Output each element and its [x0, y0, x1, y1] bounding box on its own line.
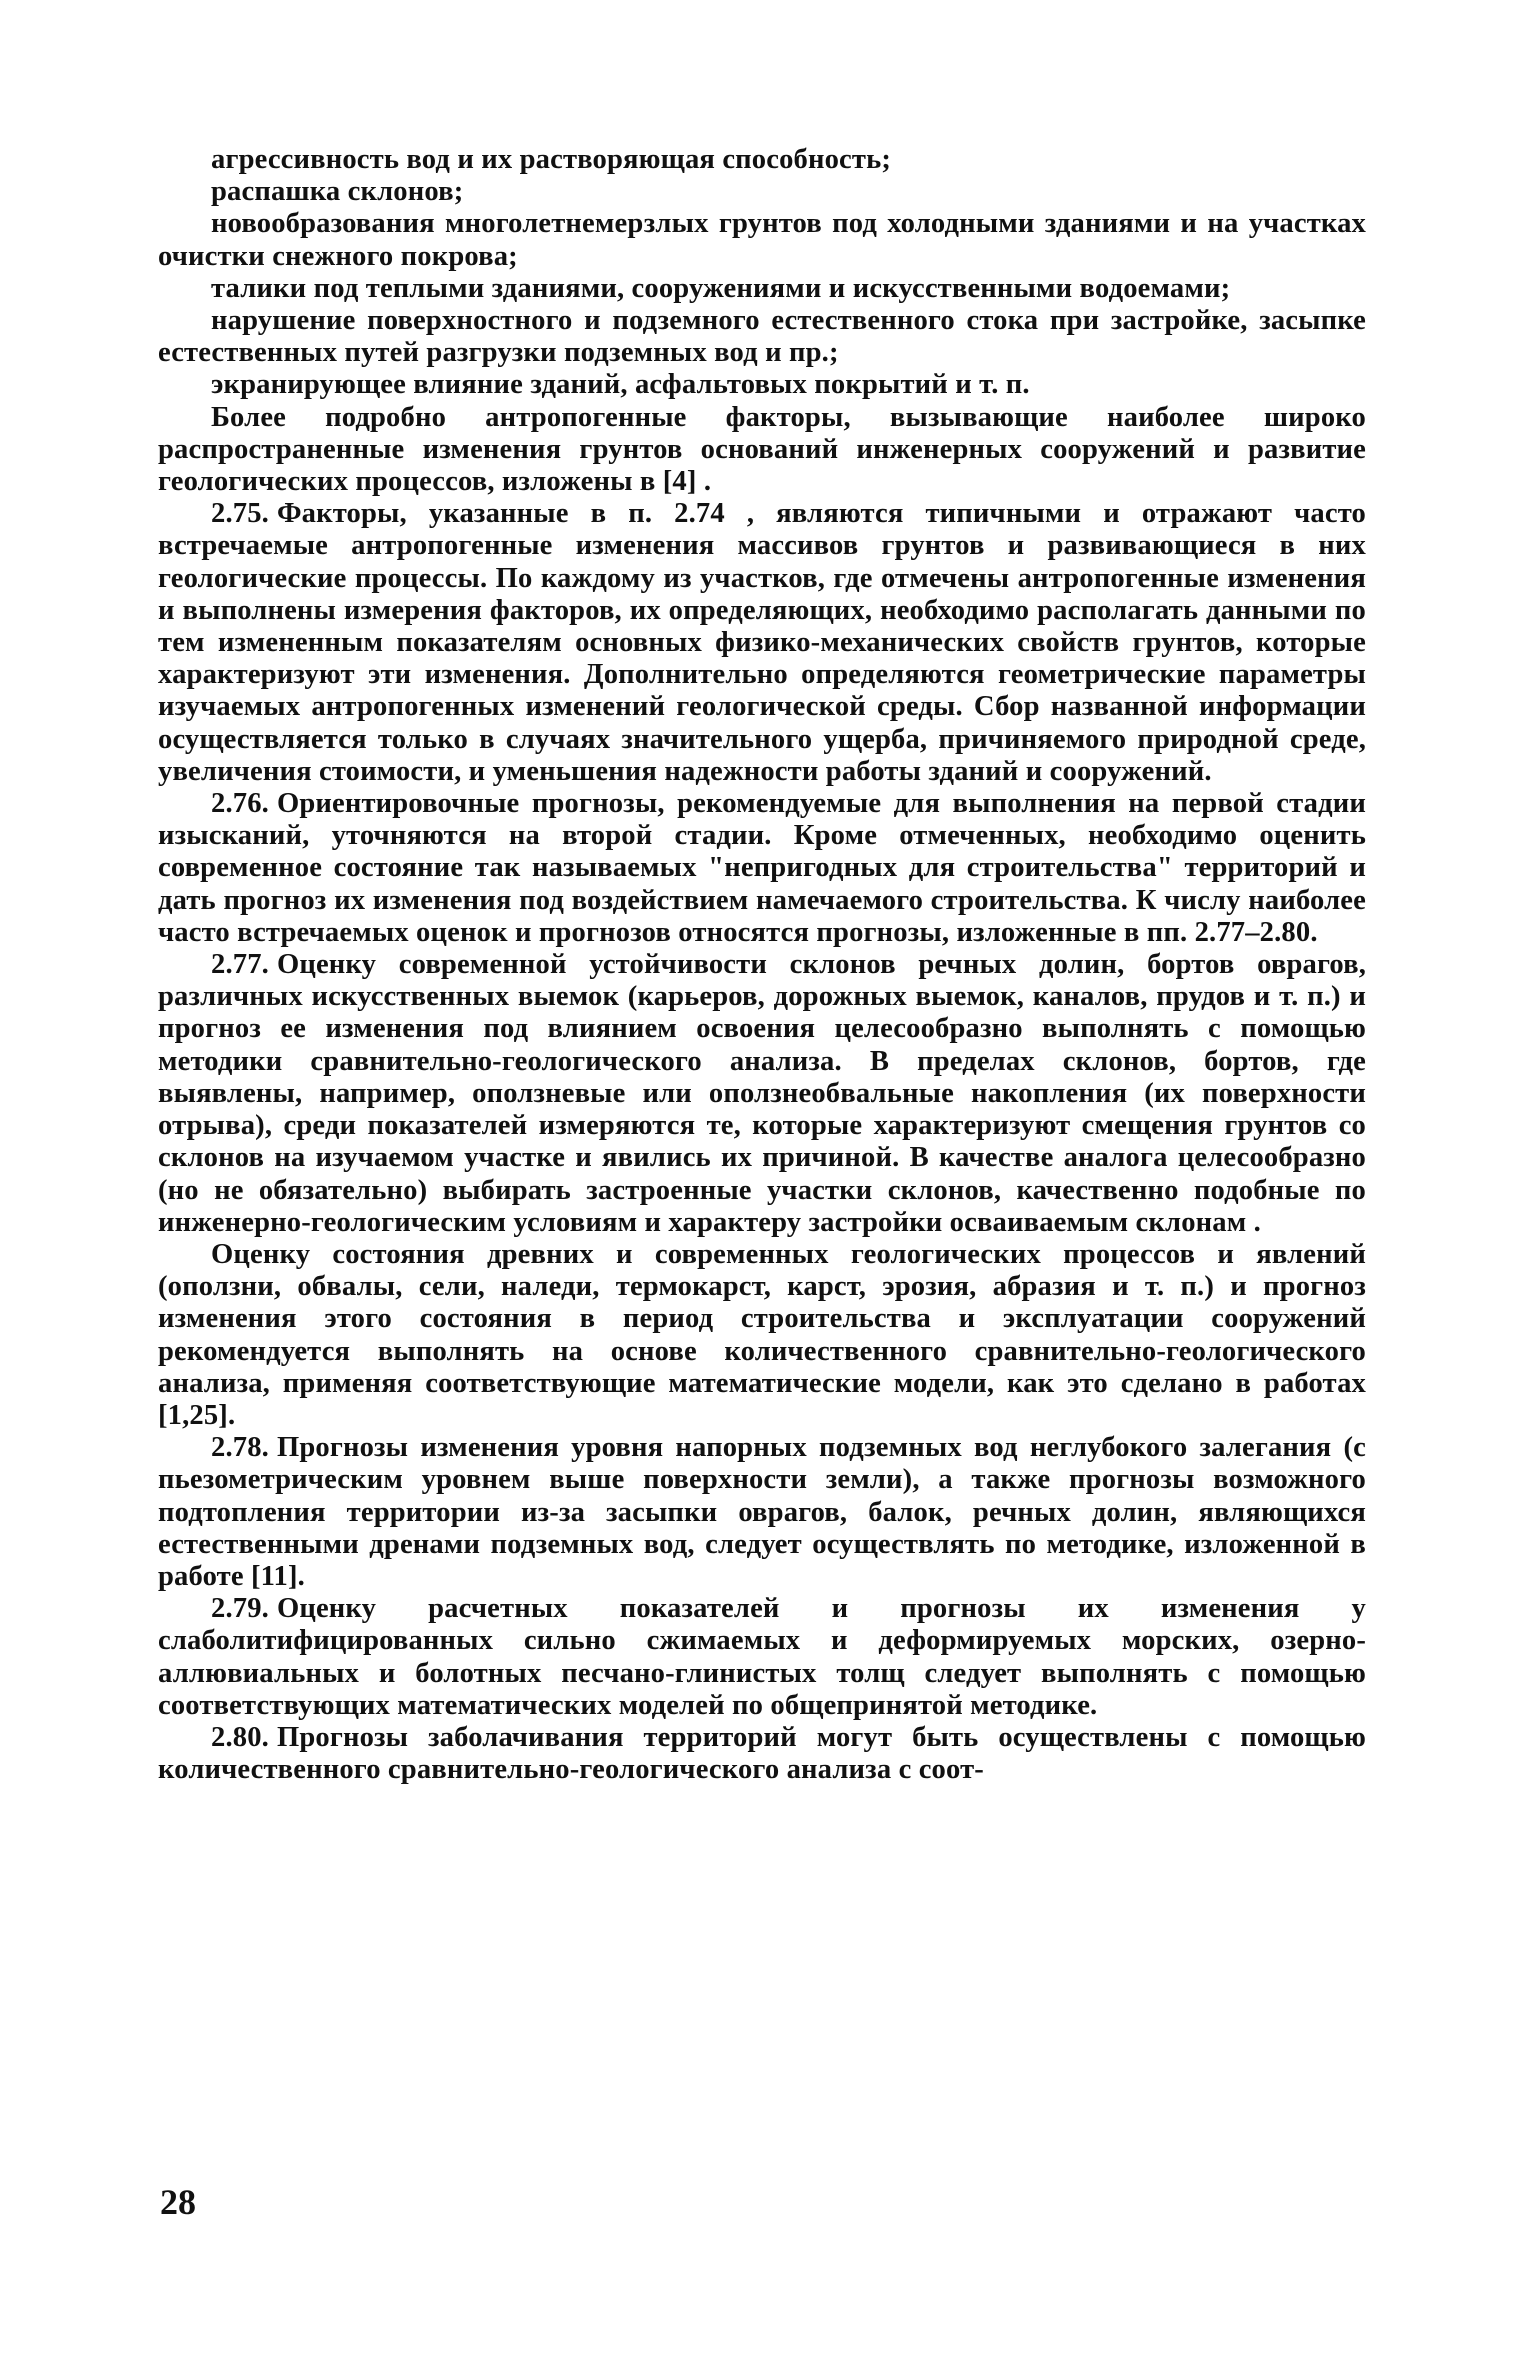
- section-number: 2.77.: [211, 949, 269, 981]
- section-text: Ориентировочные прогнозы, рекомендуемые для выполнения на первой стадии изысканий, уточняются на второй стадии. Кроме отмеченных, необходимо оценить современное состояние так называемых "непригодных для строительства" территорий и дать прогноз их изменения под воздействием намечаемого строительства. К числу наиболее часто встречаемых оценок и прогнозов относятся прогнозы, изложенные в пп. 2.77–2.80.: [158, 788, 1366, 948]
- section-number: 2.76.: [211, 788, 269, 820]
- page-text: [158, 144, 1366, 1786]
- section-2-78: [158, 1432, 1366, 1593]
- section-text: Факторы, указанные в п. 2.74 , являются типичными и отражают часто встречаемые антропогенные изменения массивов грунтов и развивающиеся в них геологические процессы. По каждому из участков, где отмечены антропогенные изменения и выполнены измерения факторов, их определяющих, необходимо располагать данными по тем измененным показателям основных физико-механических свойств грунтов, которые характеризуют эти изменения. Дополнительно определяются геометрические параметры изучаемых антропогенных изменений геологической среды. Сбор названной информации осуществляется только в случаях значительного ущерба, причиняемого природной среде, увеличения стоимости, и уменьшения надежности работы зданий и сооружений.: [158, 498, 1366, 787]
- section-2-77-continued: [158, 1239, 1366, 1432]
- section-number: 2.78.: [211, 1432, 269, 1464]
- section-text: Оценку состояния древних и современных геологических процессов и явлений (оползни, обвалы, сели, наледи, термокарст, карст, эрозия, абразия и т. п.) и прогноз изменения этого состояния в период строительства и эксплуатации сооружений рекомендуется выполнять на основе количественного сравнительно-геологического анализа, применяя соответствующие математические модели, как это сделано в работах [1,25].: [158, 1238, 1366, 1431]
- intro-paragraph: Более подробно антропогенные факторы, вызывающие наиболее широко распространенные изменения грунтов оснований инженерных сооружений и развитие геологических процессов, изложены в [4] .: [158, 401, 1366, 498]
- list-item: новообразования многолетнемерзлых грунтов под холодными зданиями и на участках очистки снежного покрова;: [158, 208, 1366, 272]
- section-number: 2.75.: [211, 498, 269, 530]
- list-item: нарушение поверхностного и подземного естественного стока при застройке, засыпке естественных путей разгрузки подземных вод и пр.;: [158, 305, 1366, 369]
- list-item: экранирующее влияние зданий, асфальтовых покрытий и т. п.: [211, 369, 1030, 401]
- list-item: талики под теплыми зданиями, сооружениями и искусственными водоемами;: [211, 272, 1231, 304]
- section-2-75: [158, 498, 1366, 788]
- section-2-80: [158, 1722, 1366, 1786]
- list-item: распашка склонов;: [211, 176, 464, 208]
- section-number: 2.79.: [211, 1593, 269, 1625]
- section-text: Оценку современной устойчивости склонов речных долин, бортов оврагов, различных искусственных выемок (карьеров, дорожных выемок, каналов, прудов и т. п.) и прогноз ее изменения под влиянием освоения целесообразно выполнять с помощью методики сравнительно-геологического анализа. В пределах склонов, бортов, где выявлены, например, оползневые или оползнеобвальные накопления (их поверхности отрыва), среди показателей измеряются те, которые характеризуют смещения грунтов со склонов на изучаемом участке и явились их причиной. В качестве аналога целесообразно (но не обязательно) выбирать застроенные участки склонов, качественно подобные по инженерно-геологическим условиям и характеру застройки осваиваемым склонам .: [158, 949, 1366, 1238]
- page-number: 28: [160, 2182, 196, 2222]
- section-2-77: [158, 949, 1366, 1239]
- section-text: Прогнозы заболачивания территорий могут быть осуществлены с помощью количественного сравнительно-геологического анализа с соот-: [158, 1721, 1366, 1786]
- section-number: 2.80.: [211, 1721, 269, 1753]
- list-item: агрессивность вод и их растворяющая способность;: [211, 144, 892, 175]
- section-2-79: [158, 1593, 1366, 1722]
- section-text: Прогнозы изменения уровня напорных подземных вод неглубокого залегания (с пьезометрическим уровнем выше поверхности земли), а также прогнозы возможного подтопления территории из-за засыпки оврагов, балок, речных долин, являющихся естественными дренами подземных вод, следует осуществлять по методике, изложенной в работе [11].: [158, 1432, 1366, 1592]
- section-2-76: [158, 788, 1366, 949]
- section-text: Оценку расчетных показателей и прогнозы их изменения у слаболитифицированных сильно сжимаемых и деформируемых морских, озерно-аллювиальных и болотных песчано-глинистых толщ следует выполнять с помощью соответствующих математических моделей по общепринятой методике.: [158, 1593, 1366, 1721]
